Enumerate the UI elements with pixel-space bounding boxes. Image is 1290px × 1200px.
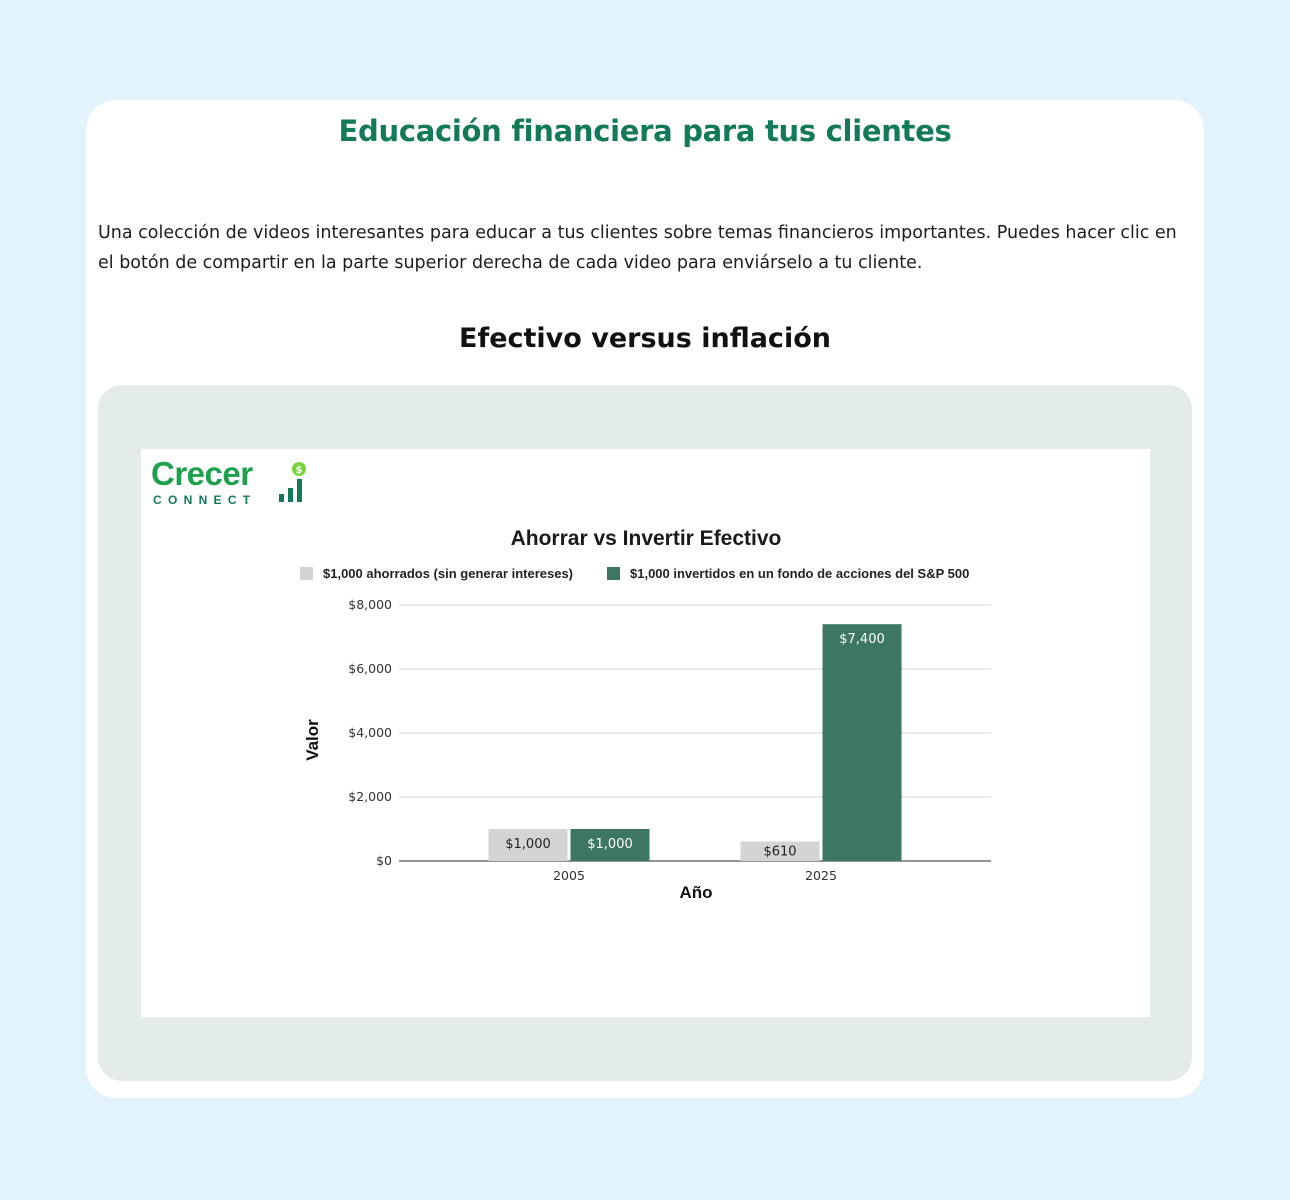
legend-swatch bbox=[300, 567, 313, 580]
y-axis-title: Valor bbox=[303, 719, 322, 761]
video-player[interactable] bbox=[98, 385, 1192, 1081]
savings-vs-investing-chart bbox=[141, 449, 1150, 1017]
legend-item: $1,000 invertidos en un fondo de acciones del S&P 500 bbox=[630, 566, 970, 581]
intro-text: Una colección de videos interesantes para educar a tus clientes sobre temas financieros importantes. Puedes hacer clic en el botón de compartir en la parte superior derecha de cada video para enviárselo a tu cliente. bbox=[98, 223, 1177, 273]
y-tick-label: $6,000 bbox=[348, 661, 392, 676]
x-tick-label: 2005 bbox=[553, 868, 585, 883]
y-tick-label: $0 bbox=[376, 853, 392, 868]
legend-swatch bbox=[607, 567, 620, 580]
chart-title: Ahorrar vs Invertir Efectivo bbox=[510, 527, 782, 550]
y-tick-label: $2,000 bbox=[348, 789, 392, 804]
logo-subtitle: CONNECT bbox=[153, 493, 257, 507]
section-title: Efectivo versus inflación bbox=[459, 323, 831, 354]
bar bbox=[823, 624, 902, 861]
video-slide bbox=[141, 449, 1150, 1017]
x-axis-title: Año bbox=[679, 883, 713, 902]
bar-data-label: $7,400 bbox=[839, 632, 885, 648]
content-card bbox=[86, 100, 1204, 1098]
bar-data-label: $610 bbox=[763, 844, 797, 860]
bar-data-label: $1,000 bbox=[587, 837, 633, 852]
logo-wordmark: Crecer bbox=[151, 455, 253, 492]
x-tick-label: 2025 bbox=[805, 868, 837, 883]
legend-item: $1,000 ahorrados (sin generar intereses) bbox=[323, 566, 574, 581]
y-tick-label: $8,000 bbox=[348, 597, 392, 612]
bar-data-label: $1,000 bbox=[505, 837, 551, 852]
y-tick-label: $4,000 bbox=[348, 725, 392, 740]
page-title: Educación financiera para tus clientes bbox=[338, 114, 952, 148]
svg-text:$: $ bbox=[295, 465, 303, 476]
